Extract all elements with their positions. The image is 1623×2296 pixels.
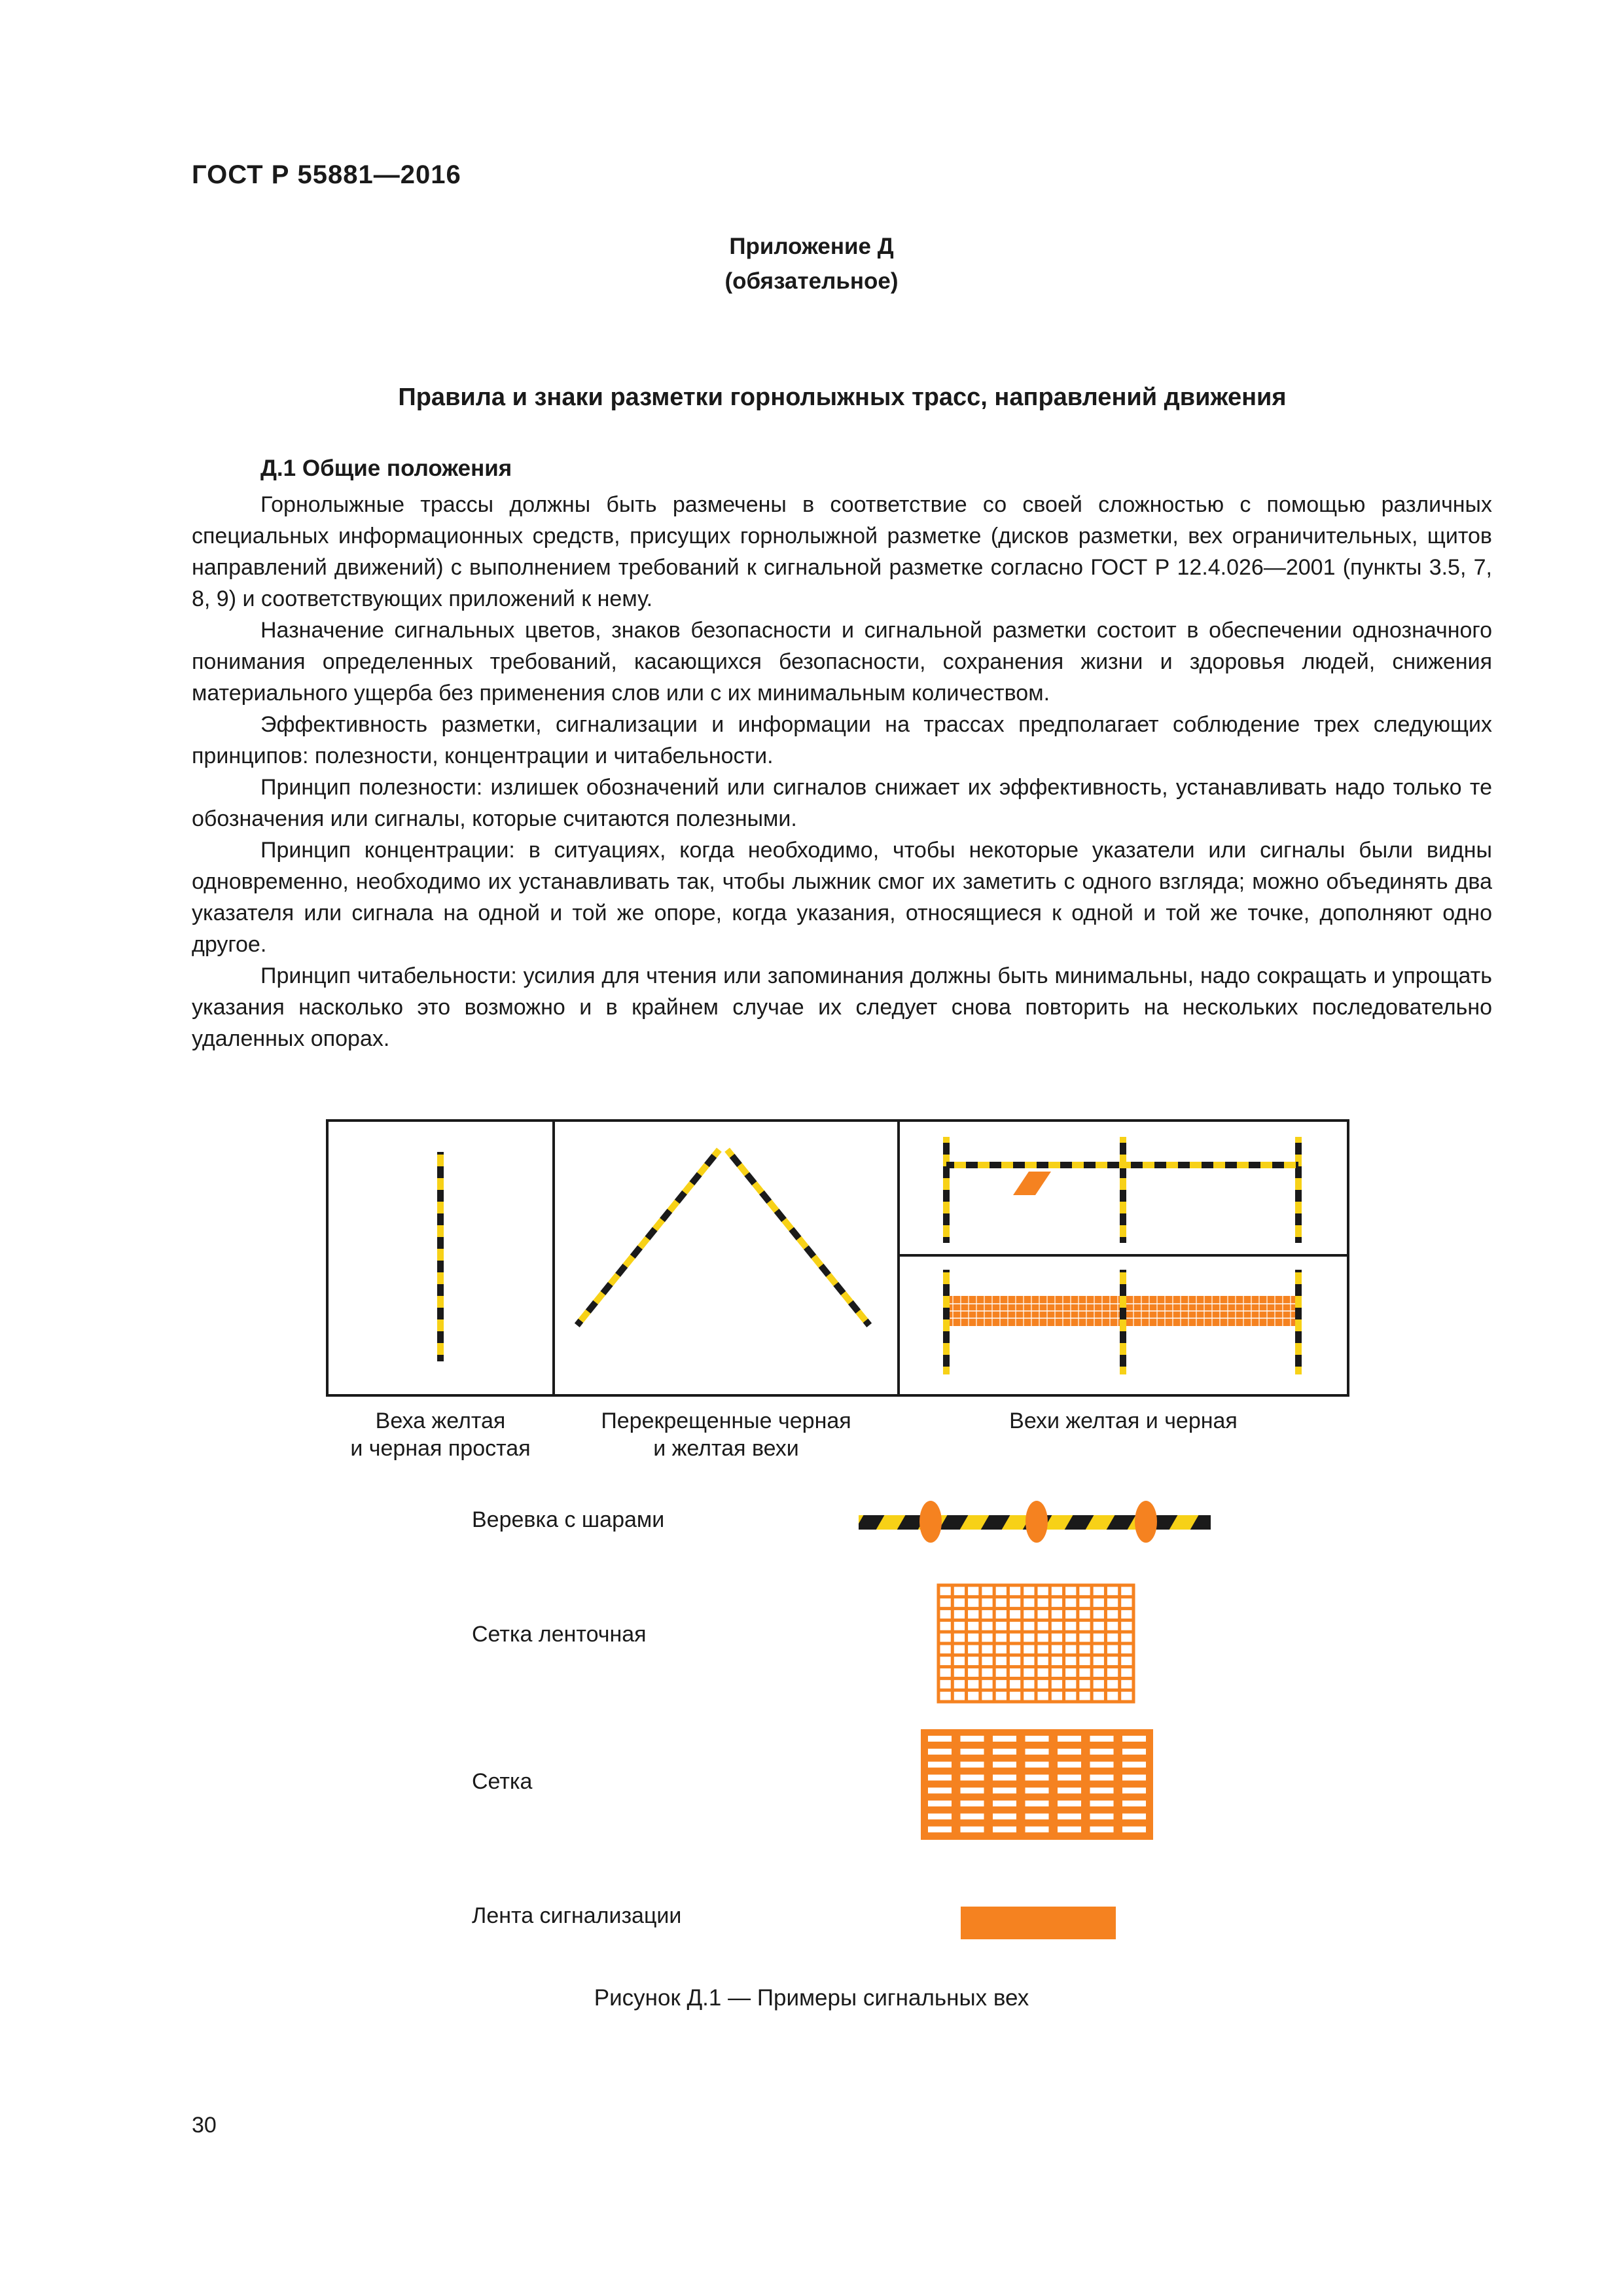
- signal-tape-icon: [961, 1907, 1116, 1939]
- panel-caption-crossed-poles: [554, 1407, 899, 1462]
- legend-label-rope: Веревка с шарами: [472, 1507, 665, 1532]
- figure-caption: Рисунок Д.1 — Примеры сигнальных вех: [594, 1985, 1029, 2011]
- paragraph: Принцип полезности: излишек обозначений или сигналов снижает их эффективность, устанавливать надо только те обозначения или сигналы, которые считаются полезными.: [192, 775, 1492, 831]
- crossed-poles: [575, 1148, 872, 1327]
- paragraph: Назначение сигнальных цветов, знаков безопасности и сигнальной разметки состоит в обеспечении однозначного понимания определенных требований, касающихся безопасности, сохранения жизни и здоровья людей, снижения материального ущерба без применения слов или с их минимальным количеством.: [192, 618, 1492, 706]
- caption-line: Вехи желтая и черная: [1009, 1408, 1238, 1433]
- tape-net-icon: [938, 1585, 1133, 1702]
- paragraph: Горнолыжные трассы должны быть размечены в соответствие со своей сложностью с помощью различных специальных информационных средств, присущих горнолыжной разметке (дисков разметки, вех ограничительных, щитов направлений движений) с выполнением требований к сигнальной разметке согласно ГОСТ Р 12.4.026—2001 (пункты 3.5, 7, 8, 9) и соответствующих приложений к нему.: [192, 492, 1492, 611]
- panel-caption-poles: [899, 1407, 1348, 1435]
- paragraph: Принцип читабельности: усилия для чтения или запоминания должны быть минимальны, надо сокращать и упрощать указания насколько это возможно и в крайнем случае их следует снова повторить на нескольких последовательно удаленных опорах.: [192, 963, 1492, 1051]
- legend-label-signal-tape: Лента сигнализации: [472, 1903, 682, 1928]
- legend-label-net: Сетка: [472, 1769, 533, 1794]
- page-title: Правила и знаки разметки горнолыжных трасс, направлений движения: [398, 384, 1287, 411]
- legend-label-tape-net: Сетка ленточная: [472, 1622, 647, 1647]
- appendix-title: Приложение Д: [729, 234, 894, 259]
- paragraph: Эффективность разметки, сигнализации и информации на трассах предполагает соблюдение трех следующих принципов: полезности, концентрации и читабельности.: [192, 712, 1492, 768]
- page-number: 30: [192, 2113, 217, 2138]
- section-heading: Д.1 Общие положения: [260, 456, 512, 481]
- net-icon: [921, 1729, 1153, 1840]
- poles-with-net: [943, 1270, 1302, 1374]
- caption-line: Перекрещенные черная: [601, 1408, 851, 1433]
- caption-line: Веха желтая: [375, 1408, 506, 1433]
- panel-caption-simple-pole: [327, 1407, 554, 1462]
- poles-with-rope: [943, 1137, 1302, 1243]
- rope-with-balls-icon: [859, 1501, 1211, 1543]
- document-id: ГОСТ Р 55881—2016: [192, 160, 461, 189]
- appendix-status: (обязательное): [724, 268, 899, 294]
- simple-pole: [437, 1152, 444, 1361]
- caption-line: и желтая вехи: [653, 1436, 799, 1461]
- paragraph: Принцип концентрации: в ситуациях, когда необходимо, чтобы некоторые указатели или сигналы были видны одновременно, необходимо их устанавливать так, чтобы лыжник смог их заметить с одного взгляда; можно объединять два указателя или сигнала на одной и той же опоре, когда указания, относящиеся к одной и той же точке, дополняют одно другое.: [192, 838, 1492, 957]
- caption-line: и черная простая: [350, 1436, 531, 1461]
